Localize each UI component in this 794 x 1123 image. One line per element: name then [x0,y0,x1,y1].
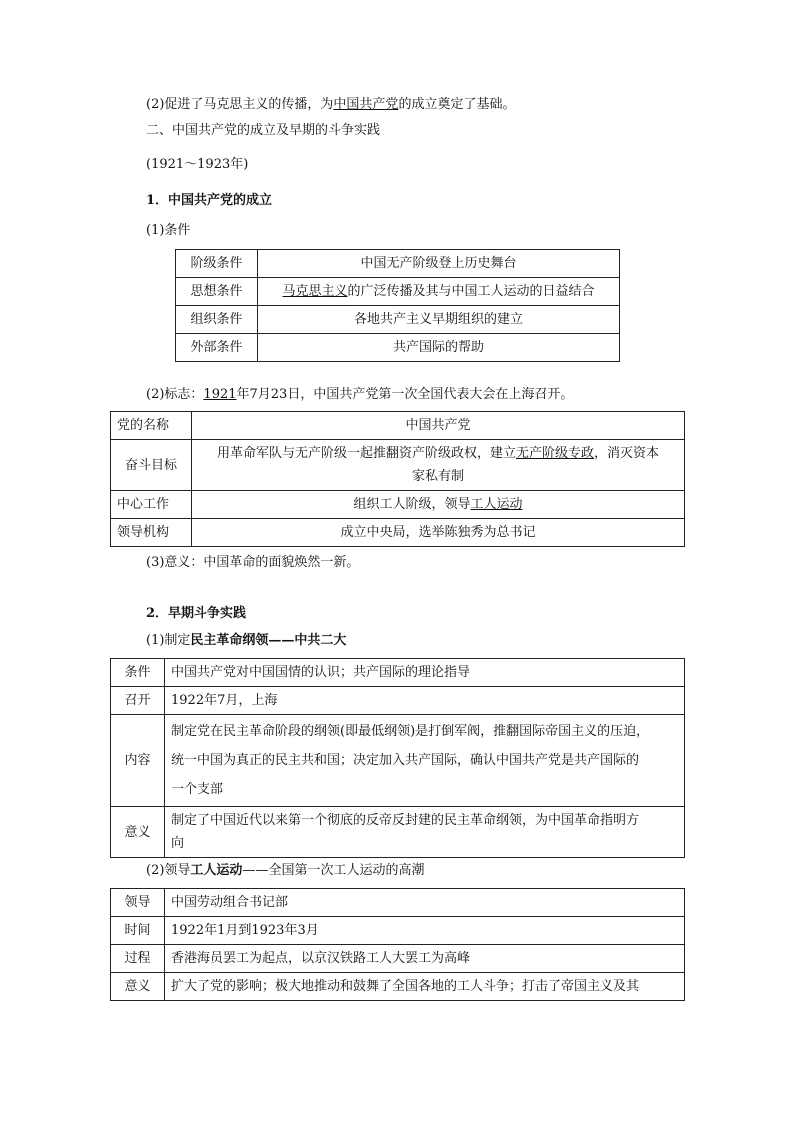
table-row [111,440,685,491]
party-goal-value [192,440,685,491]
program-sub-b: 民主革命纲领——中共二大 [190,633,347,648]
founding-marker [146,386,573,404]
program-content-label: 内容 [111,715,165,807]
labor-value: 扩大了党的影响；极大地推动和鼓舞了全国各地的工人斗争；打击了帝国主义及其 [165,973,685,1001]
work-text-a: 组织工人阶级，领导 [353,497,471,512]
table-row [111,807,685,858]
table-row [111,519,685,547]
labor-sub-a: (2)领导 [146,863,191,878]
content-line-3: 一个支部 [171,782,224,797]
program-sub-a: (1)制定 [146,633,191,648]
party-goal-label: 奋斗目标 [111,440,192,491]
condition-value: 各地共产主义早期组织的建立 [258,306,620,334]
subsection-program [146,632,346,650]
table-row [111,659,685,687]
labor-label: 时间 [111,917,165,945]
table-row [176,250,620,278]
condition-value: 共产国际的帮助 [258,334,620,362]
intro-line-1 [146,96,515,114]
section-2-title: 2．早期斗争实践 [146,606,247,621]
marker-year: 1921 [203,387,237,402]
goal-text-underlined: 无产阶级专政 [515,446,594,461]
table-row [111,491,685,519]
years-range: (1921～1923年) [146,157,249,172]
program-content-value [165,715,685,807]
content-line-1: 制定党在民主革命阶段的纲领(即最低纲领)是打倒军阀，推翻国际帝国主义的压迫， [171,724,650,739]
condition-label: 阶级条件 [176,250,258,278]
goal-text-a: 用革命军队与无产阶级一起推翻资产阶级政权，建立 [216,446,516,461]
labor-value: 中国劳动组合书记部 [165,889,685,917]
labor-value: 香港海员罢工为起点，以京汉铁路工人大罢工为高峰 [165,945,685,973]
party-org-value: 成立中央局，选举陈独秀为总书记 [192,519,685,547]
table-row [111,945,685,973]
table-row [111,917,685,945]
condition-label: 外部条件 [176,334,258,362]
party-work-label: 中心工作 [111,491,192,519]
program-open-value: 1922年7月，上海 [165,687,685,715]
labor-value: 1922年1月到1923年3月 [165,917,685,945]
section-heading-2: 二、中国共产党的成立及早期的斗争实践 [146,123,381,138]
condition-value [258,278,620,306]
program-table [110,658,685,858]
marker-prefix: (2)标志： [146,387,204,402]
program-cond-label: 条件 [111,659,165,687]
work-text-underlined: 工人运动 [470,497,523,512]
conditions-table [175,249,620,362]
intro-text-a: (2)促进了马克思主义的传播，为 [146,97,334,112]
table-row [176,334,620,362]
table-row [111,687,685,715]
founding-significance: (3)意义：中国革命的面貌焕然一新。 [146,555,360,570]
program-sig-value [165,807,685,858]
condition-value-rest: 的广泛传播及其与中国工人运动的日益结合 [347,284,595,299]
labor-label: 领导 [111,889,165,917]
table-row [176,278,620,306]
sig-line-2: 向 [171,836,185,851]
table-row [111,889,685,917]
table-row [111,973,685,1001]
labor-sub-b: 工人运动 [190,863,243,878]
content-line-2: 统一中国为真正的民主共和国；决定加入共产国际，确认中国共产党是共产国际的 [171,753,640,768]
condition-label: 组织条件 [176,306,258,334]
sig-line-1: 制定了中国近代以来第一个彻底的反帝反封建的民主革命纲领，为中国革命指明方 [171,813,640,828]
party-work-value [192,491,685,519]
subsection-labor [146,862,424,880]
intro-text-c: 的成立奠定了基础。 [398,97,516,112]
marker-rest: 年7月23日，中国共产党第一次全国代表大会在上海召开。 [236,387,574,402]
table-row [176,306,620,334]
program-cond-value: 中国共产党对中国国情的认识；共产国际的理论指导 [165,659,685,687]
table-row [111,715,685,807]
program-sig-label: 意义 [111,807,165,858]
labor-table [110,888,685,1001]
table-row [111,412,685,440]
labor-sub-c: ——全国第一次工人运动的高潮 [242,863,425,878]
labor-label: 过程 [111,945,165,973]
section-1-title: 1．中国共产党的成立 [146,193,273,208]
party-org-label: 领导机构 [111,519,192,547]
condition-value: 中国无产阶级登上历史舞台 [258,250,620,278]
party-name-value: 中国共产党 [192,412,685,440]
intro-text-underlined: 中国共产党 [333,97,399,112]
condition-label: 思想条件 [176,278,258,306]
party-table [110,411,685,547]
subsection-conditions: (1)条件 [146,223,191,238]
party-name-label: 党的名称 [111,412,192,440]
goal-text-b: ，消灭资本 [594,446,660,461]
goal-text-line-2: 家私有制 [411,469,464,484]
labor-label: 意义 [111,973,165,1001]
condition-value-underlined: 马克思主义 [282,284,348,299]
program-open-label: 召开 [111,687,165,715]
